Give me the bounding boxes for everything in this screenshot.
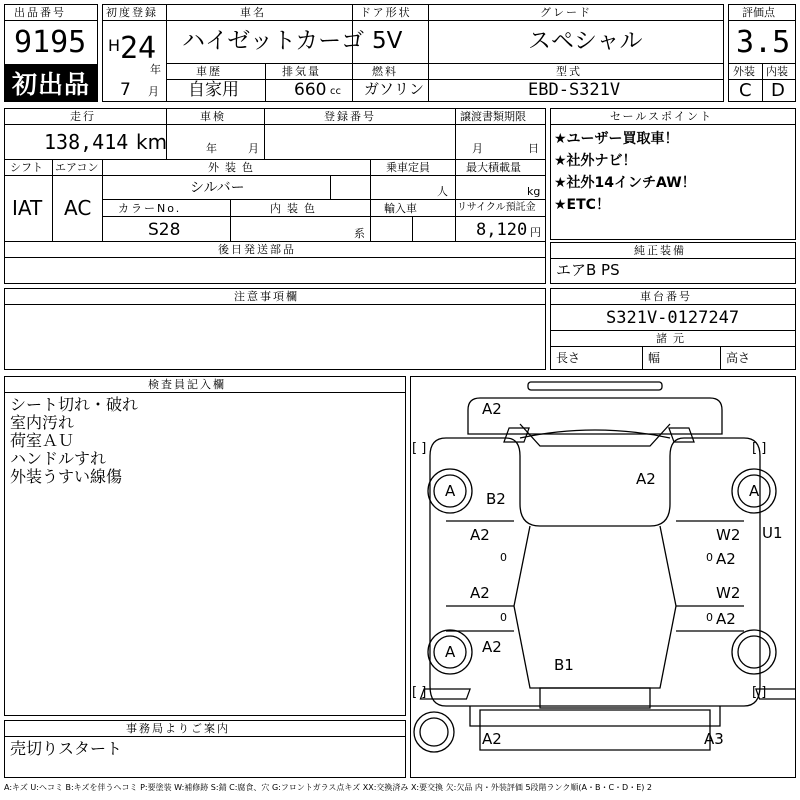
mark-right-side: U1 xyxy=(762,524,783,542)
mark-left-front-door: A2 xyxy=(470,526,490,544)
mileage-unit: km xyxy=(136,130,168,154)
lot-number: 9195 xyxy=(14,25,87,60)
registration-label: 登録番号 xyxy=(324,110,376,123)
mark-left-rear-door: A2 xyxy=(470,584,490,602)
divider xyxy=(102,159,103,241)
divider xyxy=(550,124,796,125)
divider xyxy=(720,346,721,370)
ac-label: エアコン xyxy=(55,161,99,174)
color-no-value: S28 xyxy=(148,220,181,240)
notes-label: 注意事項欄 xyxy=(234,290,299,303)
sales-point-item: ★社外14インチAW！ xyxy=(554,175,696,191)
divider xyxy=(4,392,406,393)
grade-value: スペシャル xyxy=(528,28,643,54)
equipment-label: 純正装備 xyxy=(634,244,686,257)
score-value: 3.5 xyxy=(736,25,791,60)
load-unit: kg xyxy=(527,185,541,198)
length-label: 長さ xyxy=(556,351,581,365)
mark-front-left: B2 xyxy=(486,490,506,508)
transfer-label: 譲渡書類期限 xyxy=(460,110,526,123)
sales-points-label: セールスポイント xyxy=(610,110,714,123)
divider xyxy=(4,159,546,160)
divider xyxy=(370,159,371,241)
chassis-value: S321V-0127247 xyxy=(606,308,740,328)
divider xyxy=(230,199,231,241)
inspector-label: 検査員記入欄 xyxy=(148,378,226,391)
reg-label: 初度登録 xyxy=(106,6,158,19)
divider xyxy=(428,4,429,102)
ext-color-value: シルバー xyxy=(190,180,245,196)
fuel-label: 燃料 xyxy=(372,65,398,78)
mark-front-top: A2 xyxy=(482,400,502,418)
ext-color-label: 外装色 xyxy=(208,161,259,174)
interior-grade-label: 内装 xyxy=(766,65,788,78)
divider xyxy=(4,241,546,242)
mark-right-rear-door-1: W2 xyxy=(716,584,741,602)
load-label: 最大積載量 xyxy=(466,161,521,174)
divider xyxy=(166,63,724,64)
inspector-line: 外装うすい線傷 xyxy=(10,467,123,486)
mark-roof-rear: B1 xyxy=(554,656,574,674)
width-label: 幅 xyxy=(648,351,661,365)
doors-value: 5V xyxy=(372,28,403,54)
divider xyxy=(102,216,546,217)
divider xyxy=(352,63,353,102)
divider xyxy=(52,159,53,241)
divider xyxy=(550,346,796,347)
inspection-label: 車検 xyxy=(200,110,226,123)
reg-month: 7 xyxy=(120,80,131,100)
exterior-grade: C xyxy=(739,80,752,101)
ac-value: AC xyxy=(64,196,92,220)
divider xyxy=(550,304,796,305)
import-label: 輸入車 xyxy=(384,202,417,215)
model-label: 型式 xyxy=(556,65,582,78)
reg-era: H xyxy=(108,36,121,55)
capacity-label: 乗車定員 xyxy=(386,161,430,174)
mark-zero: 0 xyxy=(500,551,507,564)
capacity-unit: 人 xyxy=(437,185,448,198)
doors-label: ドア形状 xyxy=(360,6,412,19)
divider xyxy=(550,258,796,259)
recycle-unit: 円 xyxy=(530,226,541,239)
divider xyxy=(330,175,331,199)
recycle-label: リサイクル預託金 xyxy=(457,202,536,213)
int-color-label: 内装色 xyxy=(270,202,321,215)
dims-label: 諸元 xyxy=(656,332,690,345)
divider xyxy=(455,108,456,159)
divider xyxy=(4,175,546,176)
mark-tire-fr: A xyxy=(749,482,760,500)
inspector-line: 荷室ＡＵ xyxy=(10,431,75,450)
mark-bumper-left: A2 xyxy=(482,730,502,748)
mark-hood: A2 xyxy=(636,470,656,488)
divider xyxy=(4,304,546,305)
mark-right-rear-door-2: A2 xyxy=(716,610,736,628)
divider xyxy=(550,330,796,331)
chassis-label: 車台番号 xyxy=(640,290,692,303)
exterior-grade-label: 外装 xyxy=(733,65,755,78)
divider xyxy=(102,20,724,21)
lot-number-label: 出品番号 xyxy=(14,6,66,19)
mark-bumper-right: A3 xyxy=(704,730,724,748)
reg-year-unit: 年 xyxy=(150,63,161,76)
mark-bracket: [ ] xyxy=(412,441,427,456)
transfer-day-unit: 日 xyxy=(528,142,539,155)
sales-point-item: ★社外ナビ！ xyxy=(554,153,637,169)
divider xyxy=(102,199,546,200)
displacement-label: 排気量 xyxy=(282,65,321,78)
vehicle-damage-diagram xyxy=(410,376,796,778)
sales-point-item: ★ETC！ xyxy=(554,197,610,213)
reg-month-unit: 月 xyxy=(148,85,159,98)
divider xyxy=(4,20,98,21)
color-no-label: カラーNo. xyxy=(118,202,182,215)
equipment-value: エアB PS xyxy=(556,261,620,279)
inspection-year-unit: 年 xyxy=(206,142,217,155)
inspector-line: 室内汚れ xyxy=(10,413,75,432)
divider xyxy=(4,257,546,258)
office-text: 売切りスタート xyxy=(10,739,123,758)
inspection-month-unit: 月 xyxy=(248,142,259,155)
mark-right-front-door-1: W2 xyxy=(716,526,741,544)
grade-label: グレード xyxy=(540,6,592,19)
car-name-label: 車名 xyxy=(240,6,266,19)
history-label: 車歴 xyxy=(196,65,222,78)
mark-bracket: [ ] xyxy=(412,685,427,700)
inspector-line: ハンドルすれ xyxy=(10,449,107,468)
divider xyxy=(4,124,546,125)
history-value: 自家用 xyxy=(188,80,239,100)
divider xyxy=(728,20,796,21)
mileage-label: 走行 xyxy=(70,110,96,123)
later-parts-label: 後日発送部品 xyxy=(218,243,296,256)
legend-text: A:キズ U:ヘコミ B:キズを伴うヘコミ P:要塗装 W:補修跡 S:錆 C:腐食、穴 G:フロントガラス点キズ XX:交換済み X:要交換 欠:欠品 内・外装評価 5段階ランク順(A・B・C・D・E) 2 xyxy=(4,783,653,792)
mark-tire-rl: A xyxy=(445,643,456,661)
divider xyxy=(642,346,643,370)
score-label: 評価点 xyxy=(742,6,775,19)
car-name: ハイゼットカーゴ xyxy=(182,28,365,54)
interior-grade: D xyxy=(771,80,785,101)
first-listing-badge: 初出品 xyxy=(5,64,97,101)
sales-points-box xyxy=(550,108,796,240)
divider xyxy=(762,63,763,102)
mark-bracket: [ ] xyxy=(752,685,767,700)
mark-tire-fl: A xyxy=(445,482,456,500)
mark-zero: 0 xyxy=(706,611,713,624)
mark-zero: 0 xyxy=(500,611,507,624)
mark-left-rear: A2 xyxy=(482,638,502,656)
reg-year: 24 xyxy=(120,31,157,66)
shift-label: シフト xyxy=(10,161,43,174)
divider xyxy=(264,108,265,159)
transfer-month-unit: 月 xyxy=(472,142,483,155)
sales-point-item: ★ユーザー買取車！ xyxy=(554,131,679,147)
displacement-value: 660 xyxy=(294,80,327,100)
divider xyxy=(4,736,406,737)
fuel-value: ガソリン xyxy=(364,80,425,98)
mark-zero: 0 xyxy=(706,551,713,564)
mark-bracket: [ ] xyxy=(752,441,767,456)
recycle-value: 8,120 xyxy=(476,220,528,240)
inspector-line: シート切れ・破れ xyxy=(10,395,139,414)
displacement-unit: cc xyxy=(330,86,341,97)
divider xyxy=(166,4,167,102)
office-label: 事務局よりご案内 xyxy=(126,722,230,735)
divider xyxy=(265,63,266,102)
height-label: 高さ xyxy=(726,351,751,365)
divider xyxy=(166,79,724,80)
divider xyxy=(412,216,413,241)
shift-value: IAT xyxy=(12,196,43,220)
divider xyxy=(455,159,456,241)
mileage-value: 138,414 xyxy=(44,130,129,154)
mark-right-front-door-2: A2 xyxy=(716,550,736,568)
model-value: EBD-S321V xyxy=(528,80,621,100)
int-color-unit: 系 xyxy=(354,227,365,240)
